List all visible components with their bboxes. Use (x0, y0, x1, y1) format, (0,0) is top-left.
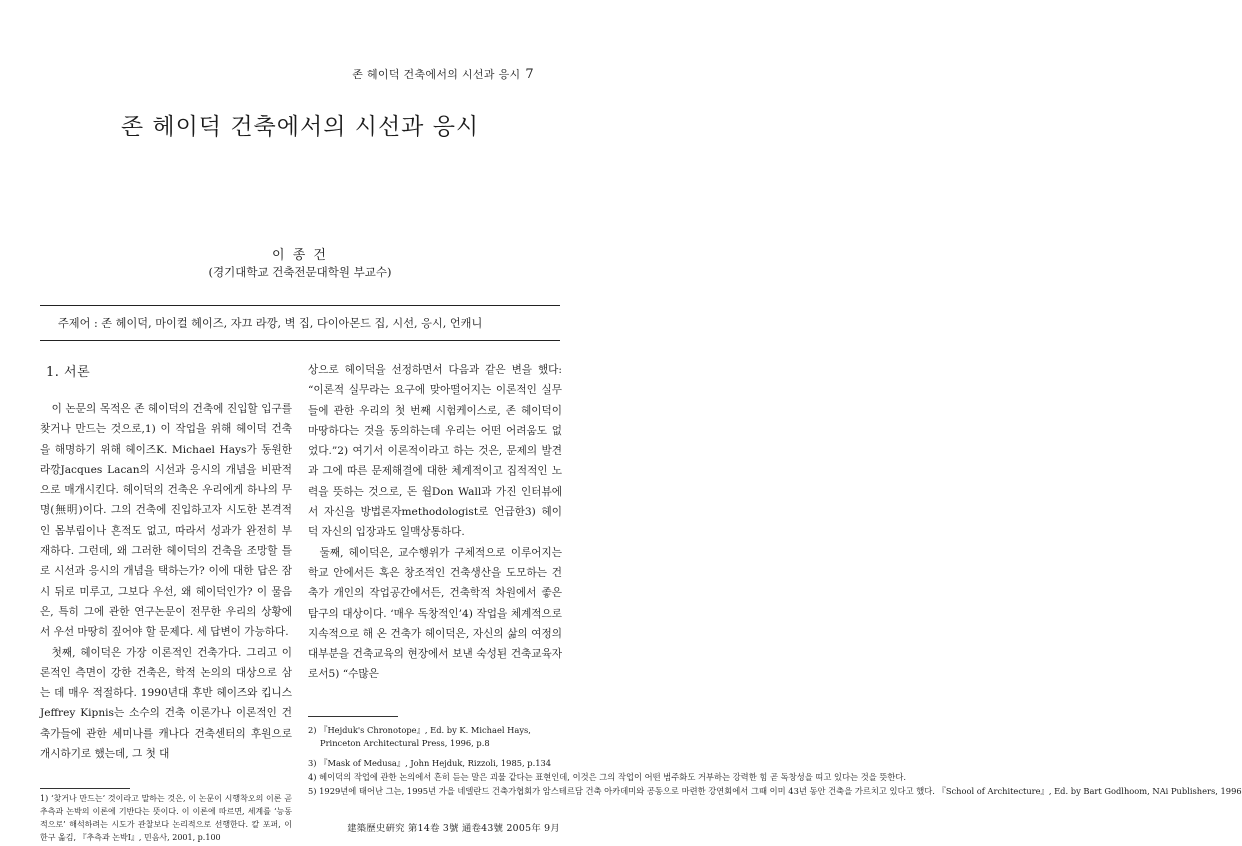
author-affiliation: (경기대학교 건축전문대학원 부교수) (208, 265, 392, 279)
keywords-bottom-rule (40, 340, 560, 341)
footnote-2 (308, 724, 562, 751)
footnote-3: 3) 『Mask of Medusa』, John Hejduk, Rizzoli, 1985, p.134 (308, 758, 552, 768)
footnote-2-line-1: 2) 『Hejduk's Chronotope』, Ed. by K. Michael Hays, (308, 725, 531, 735)
keywords-top-rule (40, 305, 560, 306)
footnote-4: 4) 헤이덕의 작업에 관한 논의에서 흔히 듣는 말은 괴물 같다는 표현인데, 이것은 그의 작업이 어떤 범주화도 거부하는 강력한 힘 곧 독창성을 띠고 있다는 것을 뜻한다. (308, 772, 907, 782)
paper-title: 존 헤이덕 건축에서의 시선과 응시 (120, 114, 480, 140)
footnote-rule (308, 716, 398, 717)
keywords-line: 주제어 : 존 헤이덕, 마이컬 헤이즈, 자끄 라깡, 벽 집, 다이아몬드 집, 시선, 응시, 언캐니 (58, 317, 483, 330)
left-column (40, 399, 292, 764)
running-head-title: 존 헤이덕 건축에서의 시선과 응시 (352, 68, 521, 81)
paragraph: 둘째, 헤이덕은, 교수행위가 구체적으로 이루어지는 학교 안에서든 혹은 창조적인 건축생산을 도모하는 건축가 개인의 작업공간에서든, 건축학적 차원에서 좋은 탐구의 대상이다. ‘매우 독창적인’4) 작업을 체계적으로 지속적으로 해 온 건축가 헤이덕은, 자신의 삶의 여정의 대부분을 건축교육의 현장에서 보낸 숙성된 건축교육자로서5) “수많은 (308, 546, 562, 681)
footnote-2-line-2: Princeton Architectural Press, 1996, p.8 (320, 738, 490, 749)
paragraph: 첫째, 헤이덕은 가장 이론적인 건축가다. 그리고 이론적인 측면이 강한 건축은, 학적 논의의 대상으로 삼는 데 매우 적절하다. 1990년대 후반 헤이즈와 킵니스Jeffrey Kipnis는 소수의 건축 이론가나 이론적인 건축가들에 관한 세미나를 캐나다 건축센터의 후원으로 개시하기로 했는데, 그 첫 대 (40, 646, 292, 761)
footnote-rule (40, 788, 130, 789)
right-column (308, 360, 562, 685)
running-head (352, 66, 534, 82)
section-heading: 1. 서론 (46, 365, 91, 380)
author-name: 이 종 건 (272, 248, 328, 263)
footnote-1: 1) ‘찾거나 만드는’ 것이라고 말하는 것은, 이 논문이 시행착오의 이론 곧 추측과 논박의 이론에 기반다는 뜻이다. 이 이론에 따르면, 세계를 ‘능동적으로’ 해석하려는 시도가 관찰보다 논리적으로 선행한다. 칼 포퍼, 이한구 옮김, 『추측과 논박Ⅰ』, 민음사, 2001, p.100 (40, 794, 292, 842)
journal-footer: 建築歷史硏究 第14卷 3號 通卷43號 2005年 9月 (347, 823, 560, 834)
paragraph: 이 논문의 목적은 존 헤이덕의 건축에 진입할 입구를 찾거나 만드는 것으로,1) 이 작업을 위해 헤이덕 건축을 해명하기 위해 헤이즈K. Michael Hays가 동원한 라깡Jacques Lacan의 시선과 응시의 개념을 비판적으로 매개시킨다. 헤이덕의 건축은 우리에게 하나의 무명(無明)이다. 그의 건축에 진입하고자 시도한 본격적인 몸부림이나 흔적도 없고, 따라서 성과가 완전히 부재하다. 그런데, 왜 그러한 헤이덕의 건축을 조망할 틀로 시선과 응시의 개념을 택하는가? 이에 대한 답은 잠시 뒤로 미루고, 그보다 우선, 왜 헤이덕인가? 이 물음은, 특히 그에 관한 연구논문이 전무한 우리의 상황에서 우선 마땅히 짚어야 할 문제다. 세 답변이 가능하다. (40, 403, 292, 639)
paragraph: 상으로 헤이덕을 선정하면서 다음과 같은 변을 했다: “이론적 실무라는 요구에 맞아떨어지는 이론적인 실무들에 관한 우리의 첫 번째 시험케이스로, 존 헤이덕이 마땅하다는 것을 동의하는데 우리는 어떤 어려움도 없었다.”2) 여기서 이론적이라고 하는 것은, 문제의 발견과 그에 따른 문제해결에 대한 체계적이고 집적적인 노력을 뜻하는 것으로, 돈 월Don Wall과 가진 인터뷰에서 자신을 방법론자methodologist로 언급한3) 헤이덕 자신의 입장과도 일맥상통하다. (308, 364, 562, 539)
footnote-5: 5) 1929년에 태어난 그는, 1995년 가을 네델란드 건축가협회가 암스테르담 건축 아카데미와 공동으로 마련한 강연회에서 그때 이미 43년 동안 건축을 가르치고 있다고 했다. 『School of Architecture』, Ed. by Bart Godlhoom, NAi Publishers, 1996 (308, 786, 1242, 796)
page-number: 7 (525, 67, 534, 82)
